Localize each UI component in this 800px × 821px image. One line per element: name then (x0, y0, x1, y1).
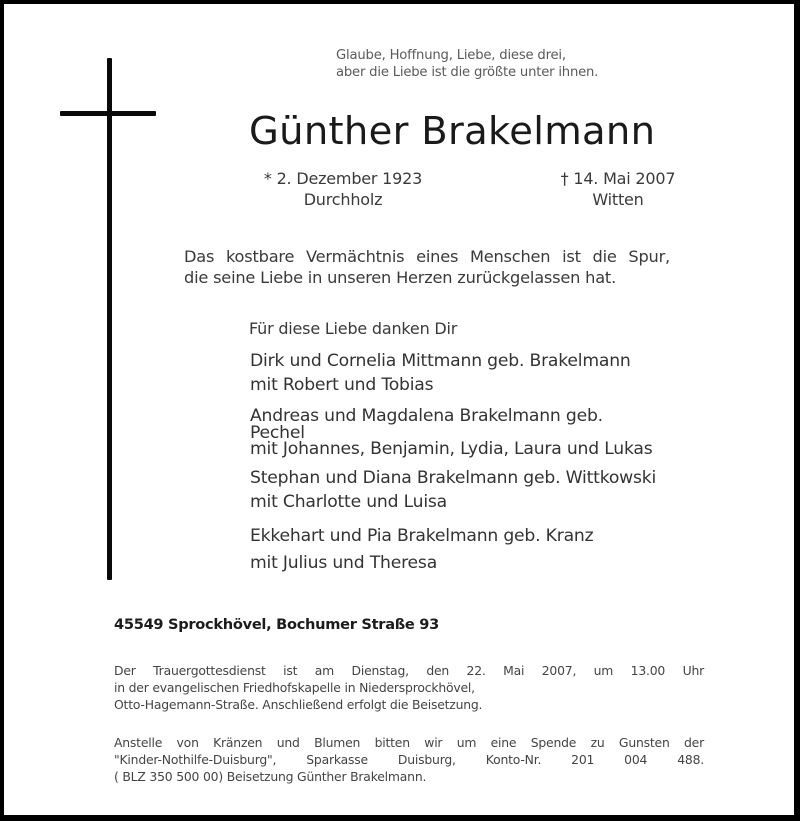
epitaph (184, 246, 670, 288)
cross-horizontal-bar (60, 111, 156, 116)
family-group (250, 523, 593, 577)
obituary-page (4, 4, 794, 815)
family-group (250, 349, 631, 397)
family-children: mit Johannes, Benjamin, Lydia, Laura und Lukas (250, 439, 653, 459)
birth-date: * 2. Dezember 1923 (263, 169, 423, 188)
family-couple: Ekkehart und Pia Brakelmann geb. Kranz (250, 526, 594, 546)
family-children: mit Julius und Theresa (250, 553, 438, 573)
family-group (250, 407, 653, 459)
family-children: mit Charlotte und Luisa (250, 492, 448, 512)
family-couple: Stephan und Diana Brakelmann geb. Wittkowski (250, 468, 657, 488)
thanks-line: Für diese Liebe danken Dir (249, 319, 458, 338)
death-info (555, 168, 681, 210)
death-date: † 14. Mai 2007 (560, 169, 676, 188)
epitaph-line: Das kostbare Vermächtnis eines Menschen ist die Spur, (184, 247, 670, 266)
epitaph-line: die seine Liebe in unseren Herzen zurückgelassen hat. (184, 268, 617, 287)
family-couple: Andreas und Magdalena Brakelmann geb. (250, 406, 603, 426)
donation-notice-line: "Kinder-Nothilfe-Duisburg", Sparkasse Duisburg, Konto-Nr. 201 004 488. (114, 752, 704, 767)
donation-notice (114, 734, 704, 785)
deceased-name: Günther Brakelmann (249, 109, 656, 154)
donation-notice-line: Anstelle von Kränzen und Blumen bitten wir um eine Spende zu Gunsten der (114, 735, 704, 750)
birth-info (257, 168, 429, 210)
family-children: mit Robert und Tobias (250, 375, 434, 395)
family-couple: Dirk und Cornelia Mittmann geb. Brakelmann (250, 351, 631, 371)
family-address: 45549 Sprockhövel, Bochumer Straße 93 (114, 616, 440, 633)
family-group (250, 466, 656, 514)
quote-line: aber die Liebe ist die größte unter ihnen. (336, 65, 599, 80)
donation-notice-line: ( BLZ 350 500 00) Beisetzung Günther Brakelmann. (114, 769, 427, 784)
service-notice (114, 662, 704, 713)
service-notice-line: in der evangelischen Friedhofskapelle in Niedersprockhövel, (114, 680, 475, 695)
bible-quote (336, 47, 598, 81)
birth-place: Durchholz (303, 190, 383, 209)
service-notice-line: Der Trauergottesdienst ist am Dienstag, den 22. Mai 2007, um 13.00 Uhr (114, 663, 704, 678)
cross-vertical-bar (107, 58, 112, 580)
death-place: Witten (592, 190, 644, 209)
family-couple-continued: Pechel (250, 423, 305, 443)
quote-line: Glaube, Hoffnung, Liebe, diese drei, (336, 48, 566, 63)
service-notice-line: Otto-Hagemann-Straße. Anschließend erfolgt die Beisetzung. (114, 697, 483, 712)
